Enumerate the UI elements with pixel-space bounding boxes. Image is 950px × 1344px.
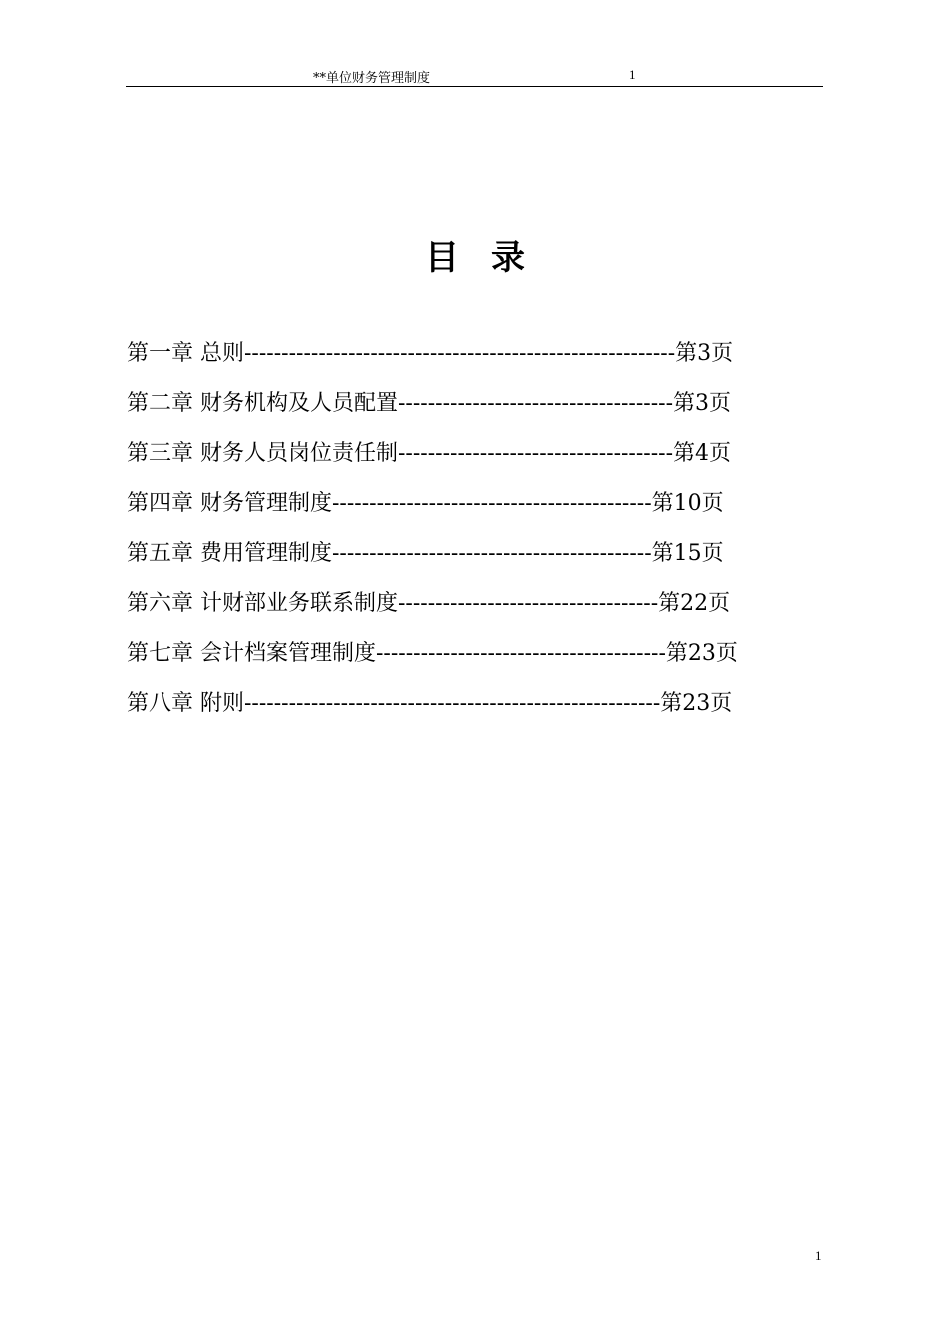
header-title: **单位财务管理制度 [313,71,431,86]
toc-entry-text: 第三章 财务人员岗位责任制-------------------------------------第4页 [127,441,732,466]
toc-entry-3[interactable] [127,438,827,488]
toc-entry-6[interactable] [127,588,827,638]
footer-page-number: 1 [815,1248,822,1263]
toc-list [127,338,827,738]
toc-entry-8[interactable] [127,688,827,738]
toc-entry-4[interactable] [127,488,827,538]
toc-entry-5[interactable] [127,538,827,588]
toc-entry-text: 第一章 总则----------------------------------------------------------第3页 [127,341,734,366]
toc-entry-7[interactable] [127,638,827,688]
toc-entry-2[interactable] [127,388,827,438]
page-header [126,64,823,87]
toc-entry-1[interactable] [127,338,827,388]
toc-entry-text: 第四章 财务管理制度-------------------------------------------第10页 [127,491,724,516]
toc-entry-text: 第二章 财务机构及人员配置-------------------------------------第3页 [127,391,732,416]
toc-title: 目录 [425,238,557,278]
toc-entry-text: 第五章 费用管理制度-------------------------------------------第15页 [127,541,724,566]
toc-entry-text: 第八章 附则--------------------------------------------------------第23页 [127,691,733,716]
header-page-number: 1 [629,67,636,82]
toc-entry-text: 第六章 计财部业务联系制度-----------------------------------第22页 [127,591,731,616]
toc-entry-text: 第七章 会计档案管理制度---------------------------------------第23页 [127,641,738,666]
